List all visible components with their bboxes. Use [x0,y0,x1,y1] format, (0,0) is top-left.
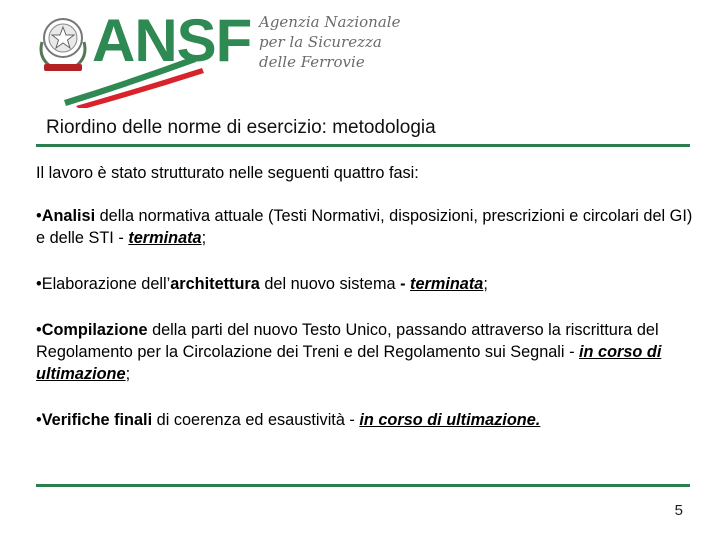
bullet-2-text: del nuovo sistema [259,275,401,293]
bullet-2-dash: - [400,275,411,293]
slide-body [36,162,696,455]
bullet-2-pre: Elaborazione dell’ [41,275,171,293]
footer-divider [36,484,690,487]
bullet-3-status: in corso di ultimazione [36,343,662,383]
bullet-marker: • [36,411,42,429]
agency-line-1: Agenzia Nazionale [259,13,401,31]
bullet-2-end: ; [483,275,488,293]
bullet-1-bold: Analisi [41,207,96,225]
logo-text: ANSF [92,7,252,74]
bullet-marker: • [36,207,42,225]
bullet-4-bold: Verifiche finali [41,411,153,429]
bullet-3-end: ; [125,365,131,383]
bullet-2-bold: architettura [170,275,260,293]
bullet-2 [36,273,696,295]
bullet-marker: • [36,275,42,293]
bullet-3-text: della parti del nuovo Testo Unico, passando attraverso la riscrittura del Regolamento per la Circolazione dei Treni e del Regolamento sui Segnali - [36,321,659,361]
bullet-2-status: terminata [410,275,484,293]
slide-title: Riordino delle norme di esercizio: metodologia [46,117,436,138]
title-divider [36,144,690,147]
bullet-4-text: di coerenza ed esaustività - [152,411,360,429]
bullet-3 [36,319,696,385]
bullet-1-end: ; [201,229,207,247]
bullet-1 [36,205,696,249]
agency-line-2: per la Sicurezza [259,33,382,51]
bullet-4 [36,409,696,431]
agency-line-3: delle Ferrovie [259,53,365,71]
intro-text: Il lavoro è stato strutturato nelle seguenti quattro fasi: [36,164,419,182]
bullet-3-bold: Compilazione [41,321,148,339]
ansf-logo [34,8,434,108]
logo-swoosh [34,8,434,108]
bullet-marker: • [36,321,42,339]
bullet-1-text: della normativa attuale (Testi Normativi, disposizioni, prescrizioni e circolari del GI) e delle STI - [36,207,693,247]
bullet-1-status: terminata [128,229,202,247]
bullet-4-status: in corso di ultimazione. [359,411,541,429]
page-number: 5 [674,502,683,519]
